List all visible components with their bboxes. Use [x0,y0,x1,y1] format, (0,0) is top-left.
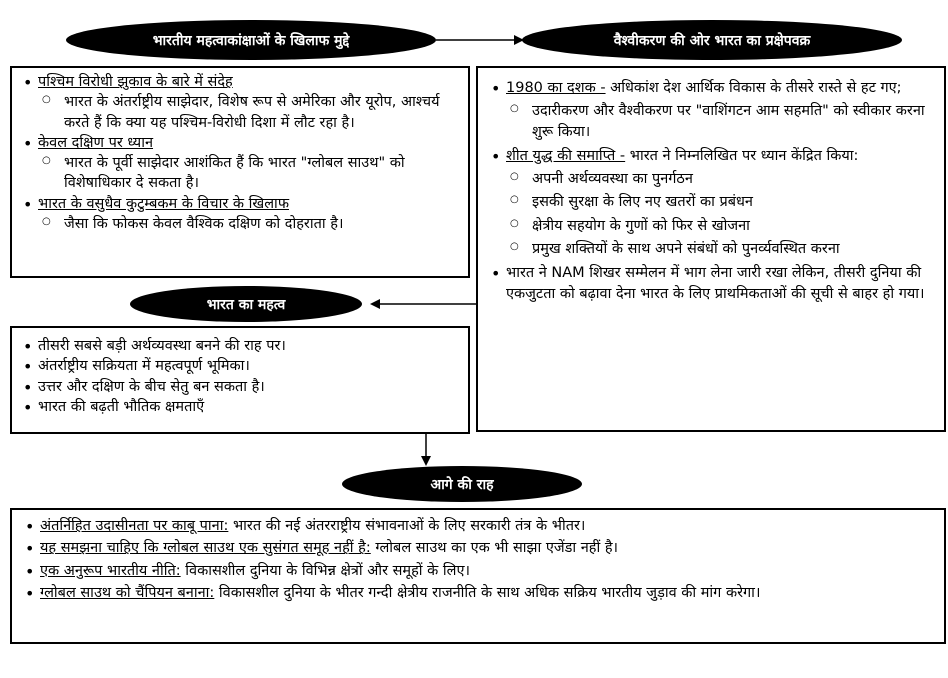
against-subitem: ○ भारत के पूर्वी साझेदार आशंकित हैं कि भारत "ग्लोबल साउथ" को विशेषाधिकार दे सकता है। [18,153,460,194]
arrow-down-icon [418,432,434,466]
header-trajectory [522,20,902,60]
importance-item: • तीसरी सबसे बड़ी अर्थव्यवस्था बनने की राह पर। [18,336,460,356]
importance-item: • उत्तर और दक्षिण के बीच सेतु बन सकता है। [18,377,460,397]
way-forward-item [20,516,936,536]
way-forward-item-text: भारत की नई अंतरराष्ट्रीय संभावनाओं के लिए सरकारी तंत्र के भीतर। [228,518,586,534]
importance-item: • अंतर्राष्ट्रीय सक्रियता में महत्वपूर्ण भूमिका। [18,356,460,376]
way-forward-item-text: विकासशील दुनिया के भीतर गन्दी क्षेत्रीय राजनीति के साथ अधिक सक्रिय भारतीय जुड़ाव की मांग करेगा। [214,584,761,601]
trajectory-item-text: भारत ने निम्नलिखित पर ध्यान केंद्रित किया: [625,147,859,164]
trajectory-box [476,66,946,432]
trajectory-subitem: ○ अपनी अर्थव्यवस्था का पुनर्गठन [486,169,938,189]
header-way-forward [342,466,582,502]
trajectory-subitem: ○ उदारीकरण और वैश्वीकरण पर "वाशिंगटन आम सहमति" को स्वीकार करना शुरू किया। [486,101,938,142]
trajectory-item-text: अधिकांश देश आर्थिक विकास के तीसरे रास्ते से हट गए; [605,80,902,96]
header-importance [130,286,362,322]
way-forward-box [10,508,946,644]
importance-item: • भारत की बढ़ती भौतिक क्षमताएँ [18,397,460,417]
arrow-right-icon [436,32,524,48]
trajectory-list [486,78,938,304]
way-forward-item-title: यह समझना चाहिए कि ग्लोबल साउथ एक सुसंगत समूह नहीं है: [40,540,371,557]
header-importance-label: भारत का महत्व [206,296,286,313]
trajectory-item-title: शीत युद्ध की समाप्ति - [506,147,626,164]
header-against [66,20,436,60]
trajectory-item-text: भारत ने NAM शिखर सम्मेलन में भाग लेना जारी रखा लेकिन, तीसरी दुनिया की एकजुटता को बढ़ावा देना भारत के लिए प्राथमिकताओं की सूची से बाहर हो गया। [506,265,925,302]
way-forward-item [20,583,936,603]
arrow-left-icon [370,296,480,312]
against-subitem: ○ जैसा कि फोकस केवल वैश्विक दक्षिण को दोहराता है। [18,214,460,234]
way-forward-item [20,561,936,581]
trajectory-subitem: ○ इसकी सुरक्षा के लिए नए खतरों का प्रबंधन [486,192,938,212]
trajectory-item [486,263,938,304]
way-forward-item-text: ग्लोबल साउथ का एक भी साझा एजेंडा नहीं है। [370,540,619,557]
against-list [18,72,460,234]
way-forward-list [20,516,936,603]
header-way-forward-label: आगे की राह [430,476,494,493]
against-item-title: पश्चिम विरोधी झुकाव के बारे में संदेह [38,74,233,90]
importance-box [10,326,470,434]
trajectory-subitem: ○ प्रमुख शक्तियों के साथ अपने संबंधों को पुनर्व्यवस्थित करना [486,239,938,259]
against-item [18,133,460,153]
against-item [18,194,460,214]
trajectory-item-title: 1980 का दशक - [506,80,606,96]
importance-list [18,336,460,417]
way-forward-item-title: ग्लोबल साउथ को चैंपियन बनाना: [40,584,215,601]
way-forward-item-title: अंतर्निहित उदासीनता पर काबू पाना: [40,518,229,534]
against-item-title: भारत के वसुधैव कुटुम्बकम के विचार के खिलाफ [38,195,289,212]
against-item-title: केवल दक्षिण पर ध्यान [38,134,154,151]
trajectory-item [486,146,938,166]
header-against-label: भारतीय महत्वाकांक्षाओं के खिलाफ मुद्दे [152,32,350,49]
against-item [18,72,460,92]
trajectory-item [486,78,938,98]
against-subitem: ○ भारत के अंतर्राष्ट्रीय साझेदार, विशेष रूप से अमेरिका और यूरोप, आश्चर्य करते हैं कि क्या यह पश्चिम-विरोधी दिशा में लौट रहा है। [18,92,460,133]
against-box [10,66,470,278]
way-forward-item-text: विकासशील दुनिया के विभिन्न क्षेत्रों और समूहों के लिए। [180,562,470,579]
trajectory-subitem: ○ क्षेत्रीय सहयोग के गुणों को फिर से खोजना [486,216,938,236]
header-trajectory-label: वैश्वीकरण की ओर भारत का प्रक्षेपवक्र [613,32,811,49]
way-forward-item [20,538,936,558]
way-forward-item-title: एक अनुरूप भारतीय नीति: [40,562,181,579]
